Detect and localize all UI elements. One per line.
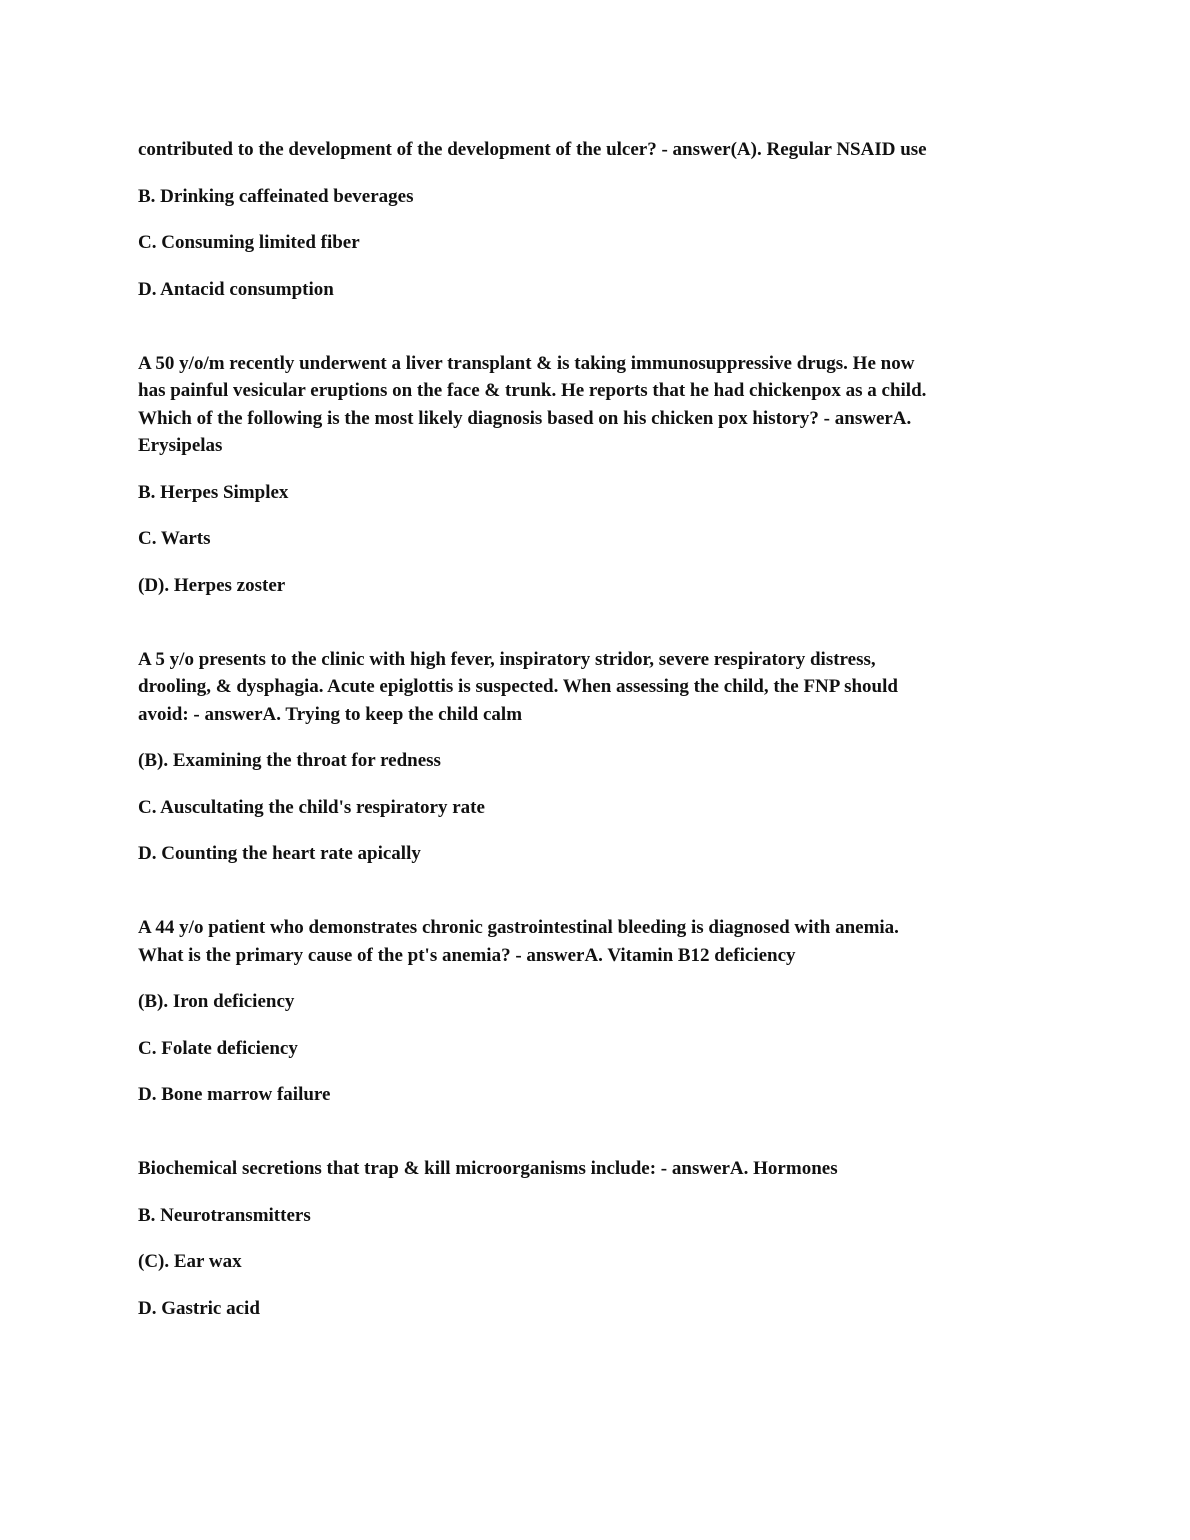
stem-line: A 50 y/o/m recently underwent a liver transplant & is taking immunosuppressive drugs. He now <box>138 352 915 374</box>
question-stem <box>138 646 1048 729</box>
answer-option <box>138 479 1048 507</box>
option-text: B. Neurotransmitters <box>138 1204 311 1226</box>
question-stem <box>138 914 1048 969</box>
answer-option <box>138 183 1048 211</box>
option-text: D. Gastric acid <box>138 1297 260 1319</box>
option-text: B. Drinking caffeinated beverages <box>138 185 414 207</box>
stem-line: Which of the following is the most likely diagnosis based on his chicken pox history? - answerA. <box>138 407 912 429</box>
answer-option <box>138 794 1048 822</box>
question-block <box>138 350 1048 600</box>
option-text: D. Bone marrow failure <box>138 1084 331 1105</box>
stem-line: contributed to the development of the development of the ulcer? - answer(A). Regular NSAID use <box>138 139 927 160</box>
question-block <box>138 646 1048 868</box>
document-body <box>138 136 1048 1369</box>
answer-option <box>138 840 1048 868</box>
answer-option <box>138 1248 1048 1276</box>
question-block <box>138 136 1048 303</box>
option-text: B. Herpes Simplex <box>138 481 289 503</box>
stem-line: Erysipelas <box>138 435 223 456</box>
option-text: (C). Ear wax <box>138 1251 242 1272</box>
option-text: (B). Examining the throat for redness <box>138 750 441 771</box>
answer-option <box>138 1295 1048 1323</box>
option-text: (B). Iron deficiency <box>138 991 295 1012</box>
question-block <box>138 1155 1048 1322</box>
stem-line: Biochemical secretions that trap & kill microorganisms include: - answerA. Hormones <box>138 1158 838 1179</box>
stem-line: avoid: - answerA. Trying to keep the child calm <box>138 703 523 725</box>
answer-option <box>138 747 1048 775</box>
stem-line: has painful vesicular eruptions on the face & trunk. He reports that he had chickenpox as a child. <box>138 380 927 401</box>
answer-option <box>138 988 1048 1016</box>
answer-option <box>138 525 1048 553</box>
option-text: C. Auscultating the child's respiratory rate <box>138 796 485 818</box>
question-stem <box>138 136 1048 164</box>
stem-line: What is the primary cause of the pt's anemia? - answerA. Vitamin B12 deficiency <box>138 944 796 966</box>
option-text: C. Warts <box>138 528 211 549</box>
answer-option <box>138 276 1048 304</box>
answer-option <box>138 1081 1048 1109</box>
answer-option <box>138 572 1048 600</box>
answer-option <box>138 1202 1048 1230</box>
question-stem <box>138 1155 1048 1183</box>
question-stem <box>138 350 1048 460</box>
option-text: C. Folate deficiency <box>138 1037 298 1059</box>
option-text: C. Consuming limited fiber <box>138 232 360 253</box>
option-text: D. Counting the heart rate apically <box>138 843 421 864</box>
answer-option <box>138 229 1048 257</box>
stem-line: drooling, & dysphagia. Acute epiglottis is suspected. When assessing the child, the FNP should <box>138 676 898 697</box>
question-block <box>138 914 1048 1109</box>
option-text: D. Antacid consumption <box>138 278 334 300</box>
stem-line: A 5 y/o presents to the clinic with high fever, inspiratory stridor, severe respiratory distress, <box>138 648 876 670</box>
answer-option <box>138 1035 1048 1063</box>
option-text: (D). Herpes zoster <box>138 574 286 596</box>
stem-line: A 44 y/o patient who demonstrates chronic gastrointestinal bleeding is diagnosed with anemia. <box>138 917 899 938</box>
